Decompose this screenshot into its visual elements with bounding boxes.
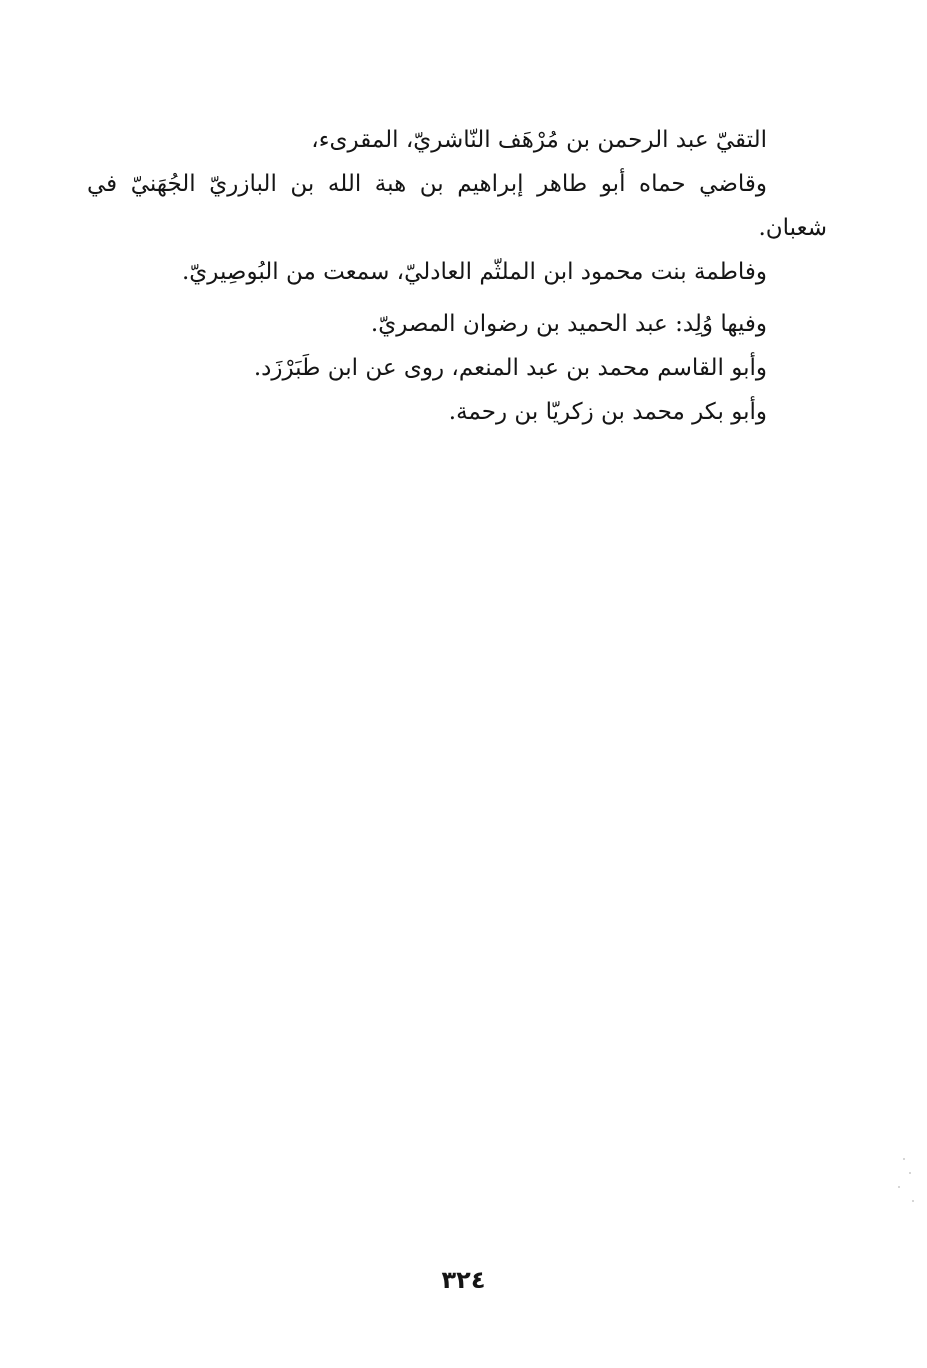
scan-speck	[903, 1158, 905, 1160]
paragraph-gap	[87, 294, 827, 302]
text-line-2: وقاضي حماه أبو طاهر إبراهيم بن هبة الله بن البازريّ الجُهَنيّ في	[87, 171, 767, 197]
text-line-4: وفاطمة بنت محمود ابن الملثّم العادليّ، سمعت من البُوصِيريّ.	[181, 259, 767, 285]
scan-speck	[912, 1200, 914, 1202]
scan-speck	[898, 1186, 900, 1188]
page-number: ٣٢٤	[441, 1266, 486, 1294]
document-body	[87, 118, 827, 434]
scan-speck	[909, 1172, 911, 1174]
text-line-6: وأبو القاسم محمد بن عبد المنعم، روى عن ابن طَبَرْزَد.	[253, 355, 767, 381]
text-line-1: التقيّ عبد الرحمن بن مُرْهَف النّاشريّ، المقرىء،	[311, 127, 767, 153]
text-line-3: شعبان.	[758, 215, 827, 241]
text-line-7: وأبو بكر محمد بن زكريّا بن رحمة.	[448, 399, 767, 425]
text-line-5: وفيها وُلِد: عبد الحميد بن رضوان المصريّ.	[370, 311, 767, 337]
